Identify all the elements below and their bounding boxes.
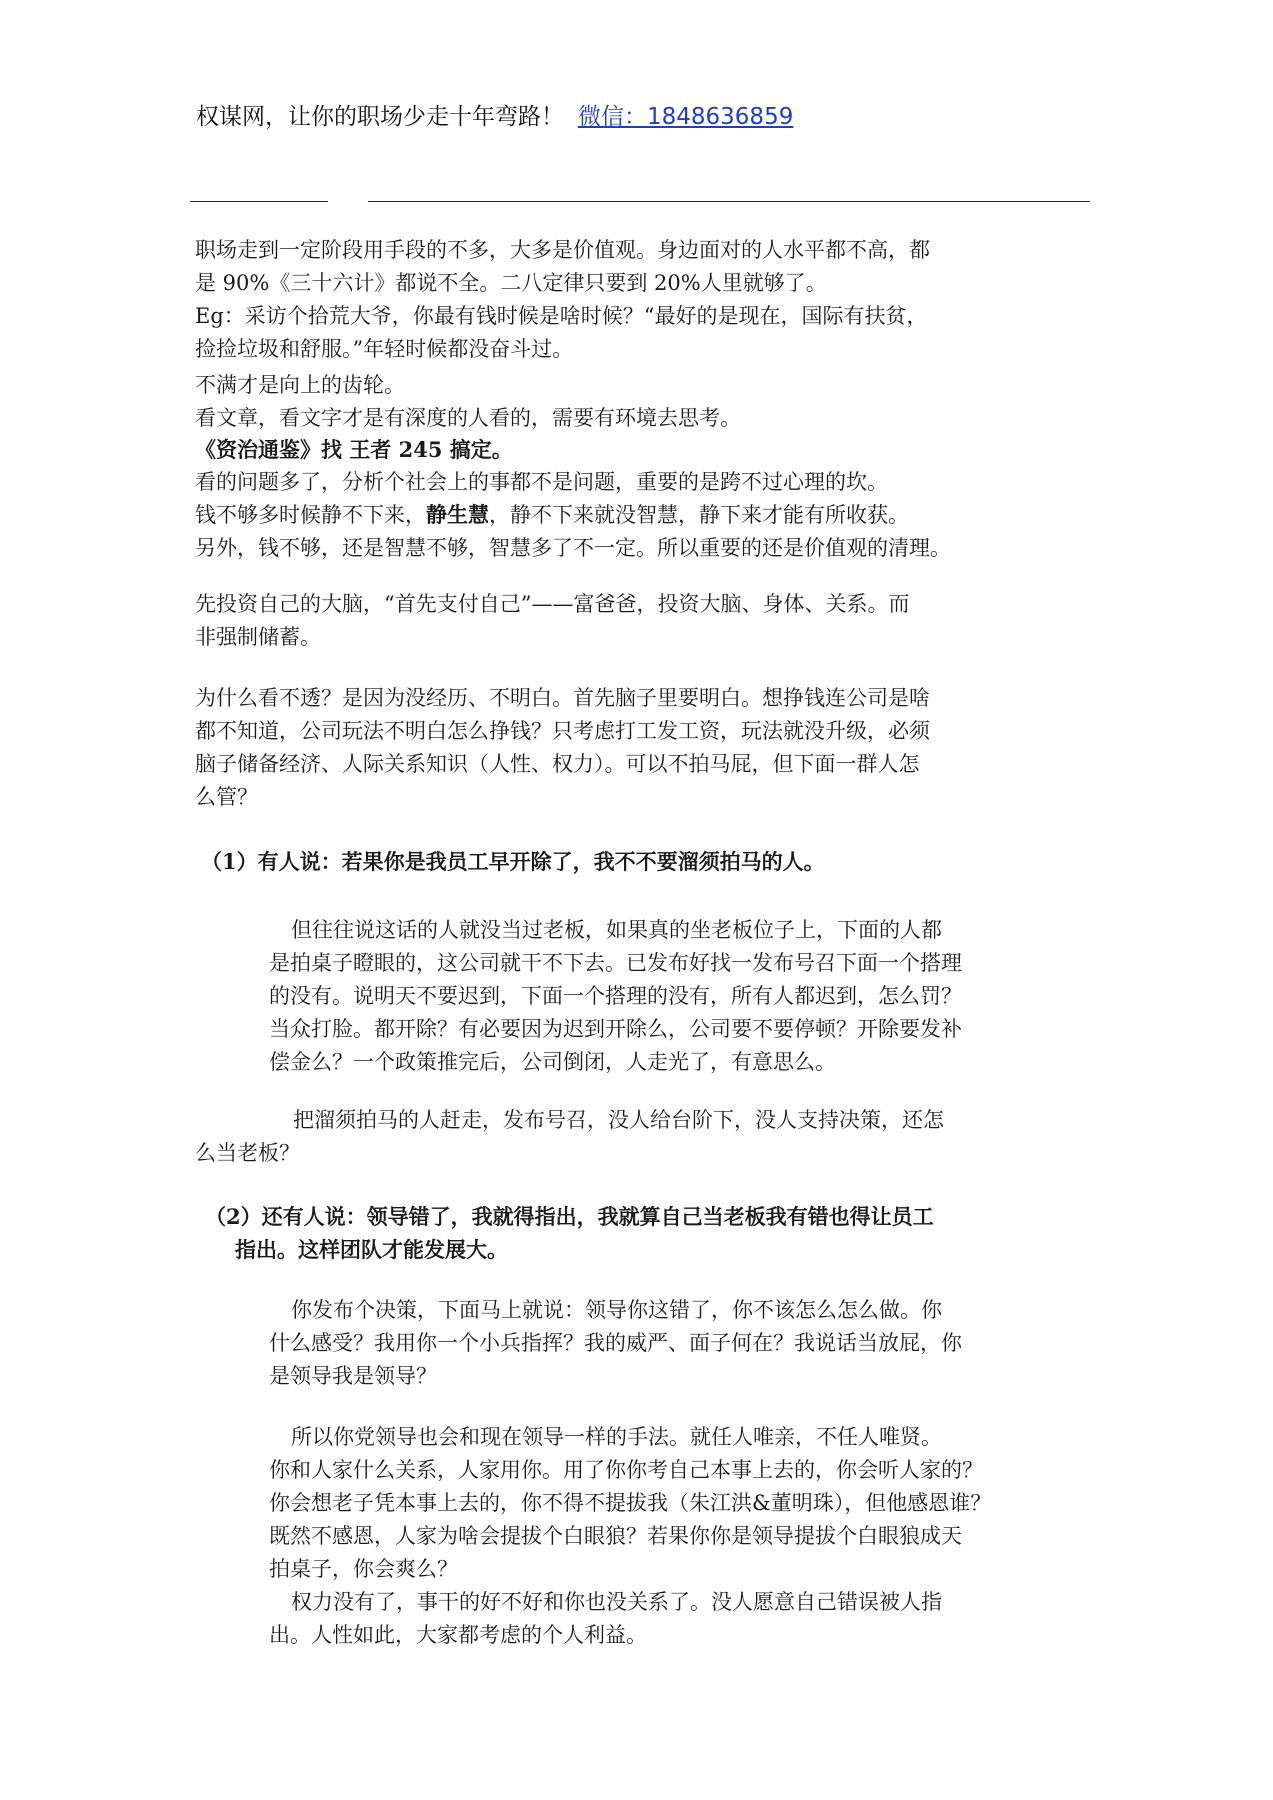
- text-line: 不满才是向上的齿轮。: [195, 373, 405, 397]
- text-line: 你发布个决策，下面马上就说：领导你这错了，你不该怎么怎么做。你: [291, 1298, 942, 1322]
- section-heading-2-cont: 指出。这样团队才能发展大。: [235, 1237, 508, 1262]
- text-line: 所以你党领导也会和现在领导一样的手法。就任人唯亲，不任人唯贤。: [291, 1425, 942, 1449]
- wechat-contact-link[interactable]: 微信：1848636859: [578, 104, 794, 130]
- header-rule-right: [368, 201, 1090, 202]
- text-line: 是 90%《三十六计》都说不全。二八定律只要到 20%人里就够了。: [195, 271, 827, 295]
- text-line: 另外，钱不够，还是智慧不够，智慧多了不一定。所以重要的还是价值观的清理。: [195, 536, 951, 560]
- text-line: 捡捡垃圾和舒服。”年轻时候都没奋斗过。: [195, 337, 574, 361]
- text-line: 拍桌子，你会爽么？: [269, 1557, 458, 1581]
- text-line: 你和人家什么关系，人家用你。用了你你考自己本事上去的，你会听人家的？: [269, 1458, 983, 1482]
- text-line: 都不知道，公司玩法不明白怎么挣钱？只考虑打工发工资，玩法就没升级，必须: [195, 719, 930, 743]
- header-rule-left: [190, 201, 328, 202]
- text-line: 脑子储备经济、人际关系知识（人性、权力）。可以不拍马屁，但下面一群人怎: [195, 752, 920, 776]
- text-line-bold: 《资治通鉴》找 王者 245 搞定。: [195, 437, 513, 462]
- text-line: 权力没有了，事干的好不好和你也没关系了。没人愿意自己错误被人指: [291, 1590, 942, 1614]
- text-line: 的没有。说明天不要迟到，下面一个搭理的没有，所有人都迟到，怎么罚？: [269, 984, 962, 1008]
- text-line: 你会想老子凭本事上去的，你不得不提拔我（朱江洪&董明珠），但他感恩谁？: [269, 1491, 992, 1515]
- text-line: [195, 500, 909, 530]
- text-line: 当众打脸。都开除？有必要因为迟到开除么，公司要不要停顿？开除要发补: [269, 1017, 962, 1041]
- text-line: 看文章，看文字才是有深度的人看的，需要有环境去思考。: [195, 406, 741, 430]
- text-line: 是领导我是领导？: [269, 1364, 437, 1388]
- text-line: 先投资自己的大脑，“首先支付自己”——富爸爸，投资大脑、身体、关系。而: [195, 592, 910, 616]
- text-line: 职场走到一定阶段用手段的不多，大多是价值观。身边面对的人水平都不高，都: [195, 238, 930, 262]
- section-heading-1: （1）有人说：若果你是我员工早开除了，我不不要溜须拍马的人。: [201, 849, 825, 874]
- text-line: 把溜须拍马的人赶走，发布号召，没人给台阶下，没人支持决策，还怎: [293, 1108, 944, 1132]
- section-heading-2: （2）还有人说：领导错了，我就得指出，我就算自己当老板我有错也得让员工: [205, 1204, 934, 1229]
- text-line: 既然不感恩，人家为啥会提拔个白眼狼？若果你你是领导提拔个白眼狼成天: [269, 1524, 962, 1548]
- text-line: 非强制储蓄。: [195, 625, 321, 649]
- text-line: 是拍桌子瞪眼的，这公司就干不下去。已发布好找一发布号召下面一个搭理: [269, 951, 962, 975]
- text-line: 么管？: [195, 785, 258, 809]
- site-slogan: 权谋网，让你的职场少走十年弯路！: [196, 104, 564, 130]
- text-line: 看的问题多了，分析个社会上的事都不是问题，重要的是跨不过心理的坎。: [195, 470, 888, 494]
- text-line: 出。人性如此，大家都考虑的个人利益。: [269, 1623, 647, 1647]
- text-line: 什么感受？我用你一个小兵指挥？我的威严、面子何在？我说话当放屁，你: [269, 1331, 962, 1355]
- text-line: 么当老板？: [195, 1141, 300, 1165]
- text-line: 偿金么？一个政策推完后，公司倒闭，人走光了，有意思么。: [269, 1050, 836, 1074]
- text-line: Eg：采访个拾荒大爷，你最有钱时候是啥时候？“最好的是现在，国际有扶贫，: [195, 304, 928, 328]
- text-line: 为什么看不透？是因为没经历、不明白。首先脑子里要明白。想挣钱连公司是啥: [195, 686, 930, 710]
- text-line: 但往往说这话的人就没当过老板，如果真的坐老板位子上，下面的人都: [291, 918, 942, 942]
- emphasis-text: 静生慧: [426, 502, 489, 527]
- text-run: 钱不够多时候静不下来，: [195, 503, 426, 527]
- text-run: ，静不下来就没智慧，静下来才能有所收获。: [489, 503, 909, 527]
- site-header: [196, 98, 793, 131]
